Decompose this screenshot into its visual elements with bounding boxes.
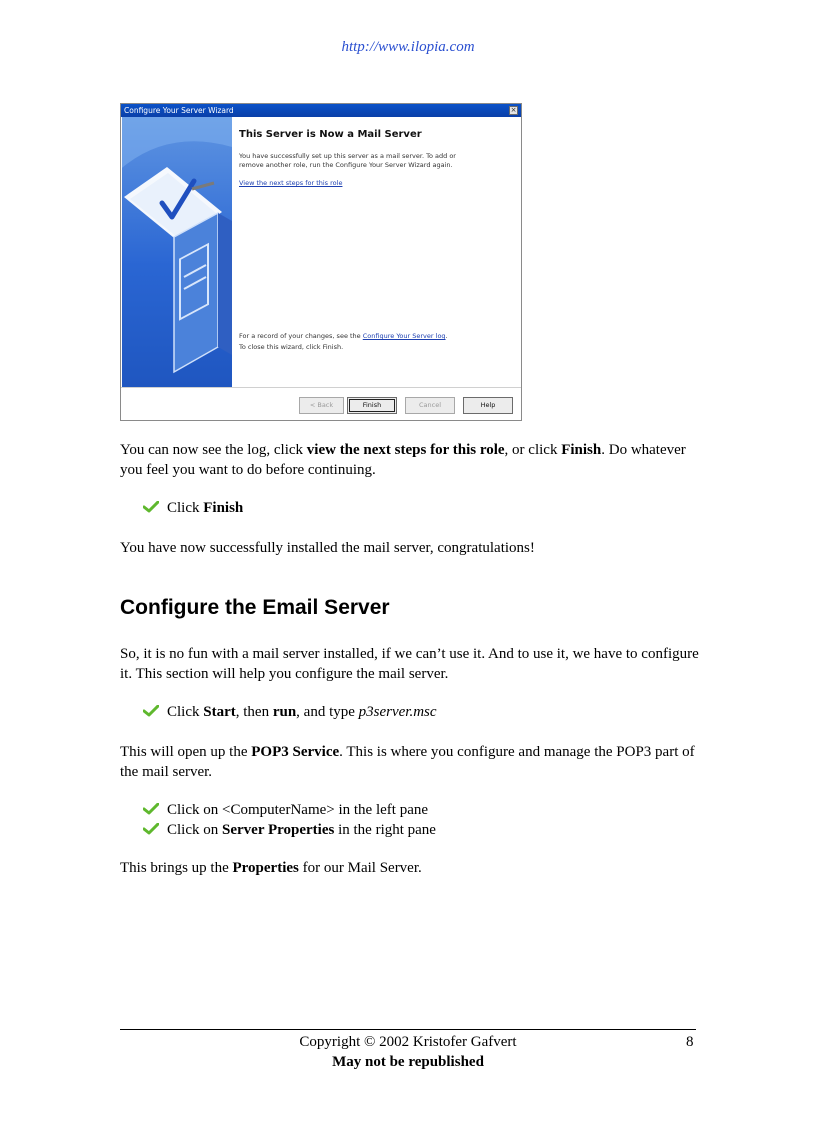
paragraph-log-instructions: [120, 440, 700, 480]
wizard-log-line: [239, 331, 448, 342]
checkmark-icon: [143, 820, 161, 840]
p4-text-a: This will open up the: [120, 744, 252, 760]
bullet-start-text-c: , then: [235, 704, 273, 720]
p1-bold-finish: Finish: [561, 442, 602, 458]
wizard-log-prefix: For a record of your changes, see the: [239, 332, 363, 340]
wizard-log-suffix: .: [445, 332, 448, 340]
bullet-click-start: [143, 702, 437, 722]
p5-text-c: for our Mail Server.: [298, 860, 422, 876]
checkmark-icon: [143, 702, 161, 722]
bullet-start-bold-run: run: [272, 704, 297, 720]
paragraph-properties: [120, 858, 700, 878]
bullet-start-text-a: Click: [167, 704, 204, 720]
wizard-footer-text: [239, 331, 448, 353]
p1-text-c: , or click: [504, 442, 562, 458]
bullet-props-text-a: Click on: [167, 822, 222, 838]
footer-notice: May not be republished: [332, 1054, 484, 1070]
wizard-side-graphic: [122, 117, 232, 387]
bullet-finish-bold: Finish: [203, 500, 244, 516]
bullet-click-server-properties: [143, 820, 436, 840]
bullet-click-finish: [143, 498, 243, 518]
close-icon[interactable]: ×: [510, 106, 517, 114]
wizard-screenshot: [120, 103, 522, 421]
p4-text-c: . This is where you configure and manage the POP3 part of the mail server.: [120, 744, 695, 780]
p5-text-a: This brings up the: [120, 860, 233, 876]
p1-bold-next-steps: view the next steps for this role: [306, 442, 505, 458]
p4-bold-pop3: POP3 Service: [251, 744, 340, 760]
checkmark-icon: [143, 800, 161, 820]
header-url[interactable]: http://www.ilopia.com: [341, 39, 475, 55]
bullet-props-bold: Server Properties: [222, 822, 335, 838]
bullet-start-command: p3server.msc: [358, 704, 437, 720]
wizard-title: Configure Your Server Wizard: [124, 106, 234, 115]
p1-text-e: . Do whatever you feel you want to do before continuing.: [120, 442, 686, 478]
cancel-button[interactable]: Cancel: [405, 397, 455, 414]
view-next-steps-link[interactable]: View the next steps for this role: [239, 179, 343, 187]
footer-divider: [120, 1029, 696, 1030]
wizard-heading: This Server is Now a Mail Server: [239, 129, 422, 140]
checkmark-icon: [143, 498, 161, 518]
paragraph-configure-intro: So, it is no fun with a mail server installed, if we can’t use it. And to use it, we have to configure it. This section will help you configure the mail server.: [120, 646, 699, 682]
wizard-titlebar: [121, 104, 521, 117]
paragraph-pop3-service: [120, 742, 700, 782]
wizard-description: You have successfully set up this server as a mail server. To add or remove another role, run the Configure Your Server Wizard again.: [239, 152, 456, 169]
server-checkmark-illustration: [122, 117, 232, 387]
paragraph-congratulations: You have now successfully installed the mail server, congratulations!: [120, 540, 535, 556]
back-button[interactable]: < Back: [299, 397, 344, 414]
bullet-start-text-e: , and type: [296, 704, 359, 720]
wizard-close-hint: To close this wizard, click Finish.: [239, 343, 344, 351]
p5-bold-properties: Properties: [232, 860, 299, 876]
wizard-button-bar: [121, 387, 521, 420]
bullet-props-text-c: in the right pane: [334, 822, 436, 838]
bullet-computer-text: Click on <ComputerName> in the left pane: [167, 802, 429, 818]
p1-text-a: You can now see the log, click: [120, 442, 307, 458]
wizard-body: [233, 117, 521, 387]
bullet-click-computername: [143, 800, 428, 820]
bullet-start-bold-start: Start: [203, 704, 236, 720]
finish-button[interactable]: Finish: [347, 397, 397, 414]
configure-server-log-link[interactable]: Configure Your Server log: [362, 332, 446, 340]
bullet-finish-text: Click: [167, 500, 204, 516]
page-number: 8: [686, 1034, 694, 1050]
footer-copyright: Copyright © 2002 Kristofer Gafvert: [299, 1034, 517, 1050]
help-button[interactable]: Help: [463, 397, 513, 414]
section-title: Configure the Email Server: [120, 596, 390, 619]
